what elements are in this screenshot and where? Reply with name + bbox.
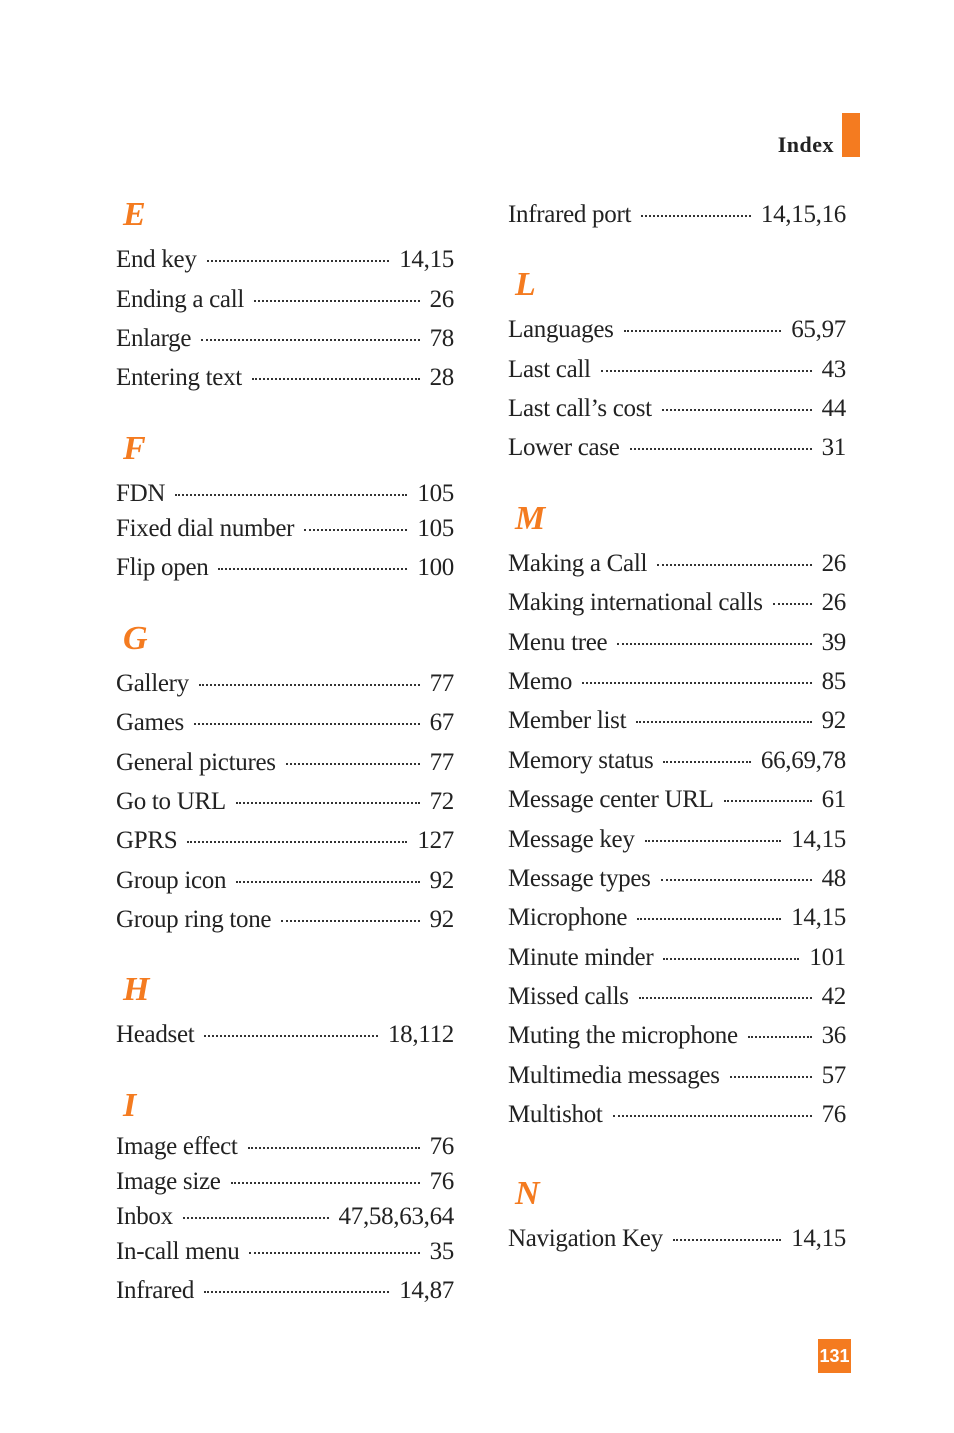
index-page-refs: 92 <box>429 867 454 894</box>
index-page-refs: 14,15 <box>791 904 846 931</box>
index-term: Message key <box>508 826 635 853</box>
index-entry <box>116 1167 454 1197</box>
index-page-refs: 105 <box>417 480 454 507</box>
dot-leader <box>661 879 812 881</box>
section-letter: G <box>123 620 148 657</box>
index-entry <box>116 324 454 354</box>
index-page-refs: 35 <box>429 1238 454 1265</box>
index-entry <box>508 1061 846 1091</box>
index-term: Lower case <box>508 434 620 461</box>
dot-leader <box>773 603 812 605</box>
index-term: Muting the microphone <box>508 1022 738 1049</box>
index-entry <box>116 787 454 817</box>
dot-leader <box>748 1036 812 1038</box>
index-entry <box>116 245 454 275</box>
dot-leader <box>183 1217 329 1219</box>
index-term: Multishot <box>508 1101 603 1128</box>
index-term: Image size <box>116 1168 221 1195</box>
index-entry <box>116 748 454 778</box>
index-entry <box>116 1237 454 1267</box>
dot-leader <box>641 215 751 217</box>
index-entry <box>116 514 454 544</box>
index-page-refs: 14,87 <box>399 1277 454 1304</box>
index-entry <box>116 1132 454 1162</box>
index-page-refs: 26 <box>821 550 846 577</box>
index-page-refs: 67 <box>429 709 454 736</box>
index-page-refs: 42 <box>821 983 846 1010</box>
index-page-refs: 31 <box>821 434 846 461</box>
index-term: In-call menu <box>116 1238 240 1265</box>
index-page-refs: 57 <box>821 1062 846 1089</box>
dot-leader <box>657 564 811 566</box>
index-entry <box>508 549 846 579</box>
index-term: Games <box>116 709 184 736</box>
index-page-refs: 72 <box>429 788 454 815</box>
index-page-refs: 36 <box>821 1022 846 1049</box>
dot-leader <box>601 370 812 372</box>
index-page-refs: 14,15 <box>791 1225 846 1252</box>
index-page-refs: 14,15 <box>791 826 846 853</box>
index-entry <box>116 285 454 315</box>
dot-leader <box>724 800 812 802</box>
index-entry <box>116 1202 454 1232</box>
index-entry <box>116 866 454 896</box>
index-entry <box>508 1224 846 1254</box>
index-page-refs: 48 <box>821 865 846 892</box>
index-page-refs: 100 <box>417 554 454 581</box>
dot-leader <box>207 260 390 262</box>
index-term: Infrared <box>116 1277 195 1304</box>
index-term: Flip open <box>116 554 209 581</box>
index-term: Inbox <box>116 1203 173 1230</box>
dot-leader <box>199 684 420 686</box>
index-page-refs: 76 <box>821 1101 846 1128</box>
index-entry <box>508 1100 846 1130</box>
index-term: Last call <box>508 356 591 383</box>
header-accent-bar <box>842 113 860 157</box>
index-page-refs: 101 <box>809 944 846 971</box>
index-term: Last call’s cost <box>508 395 652 422</box>
dot-leader <box>637 918 781 920</box>
page-number: 131 <box>818 1339 851 1373</box>
dot-leader <box>248 1147 420 1149</box>
index-page-refs: 44 <box>821 395 846 422</box>
index-page-refs: 39 <box>821 629 846 656</box>
section-letter: H <box>123 971 150 1008</box>
index-page-refs: 43 <box>821 356 846 383</box>
index-term: Go to URL <box>116 788 226 815</box>
index-entry <box>508 943 846 973</box>
index-entry <box>508 588 846 618</box>
index-page-refs: 77 <box>429 670 454 697</box>
dot-leader <box>201 339 419 341</box>
index-entry <box>116 826 454 856</box>
dot-leader <box>236 881 419 883</box>
index-term: Missed calls <box>508 983 629 1010</box>
index-page-refs: 76 <box>429 1133 454 1160</box>
dot-leader <box>617 643 811 645</box>
section-letter: M <box>515 500 546 537</box>
index-page-refs: 78 <box>429 325 454 352</box>
dot-leader <box>281 920 419 922</box>
index-entry <box>508 864 846 894</box>
index-entry <box>116 479 454 509</box>
index-entry <box>508 825 846 855</box>
index-term: Message types <box>508 865 651 892</box>
index-entry <box>508 433 846 463</box>
index-term: Memory status <box>508 747 654 774</box>
index-term: Message center URL <box>508 786 714 813</box>
index-page-refs: 61 <box>821 786 846 813</box>
index-entry <box>116 363 454 393</box>
dot-leader <box>662 409 812 411</box>
section-letter: E <box>123 196 146 233</box>
index-term: Making international calls <box>508 589 763 616</box>
dot-leader <box>730 1076 812 1078</box>
dot-leader <box>204 1291 389 1293</box>
index-entry <box>116 1020 454 1050</box>
dot-leader <box>218 568 407 570</box>
dot-leader <box>663 958 799 960</box>
index-term: Group ring tone <box>116 906 272 933</box>
index-term: Group icon <box>116 867 227 894</box>
dot-leader <box>204 1035 378 1037</box>
index-term: Fixed dial number <box>116 515 295 542</box>
index-term: Ending a call <box>116 286 244 313</box>
index-page-refs: 28 <box>429 364 454 391</box>
index-term: Entering text <box>116 364 242 391</box>
dot-leader <box>252 378 420 380</box>
index-term: Headset <box>116 1021 195 1048</box>
index-page-refs: 14,15 <box>399 246 454 273</box>
index-entry <box>508 706 846 736</box>
index-term: End key <box>116 246 197 273</box>
dot-leader <box>231 1182 420 1184</box>
dot-leader <box>636 721 811 723</box>
index-term: Gallery <box>116 670 189 697</box>
index-term: Memo <box>508 668 573 695</box>
dot-leader <box>187 841 407 843</box>
section-letter: N <box>515 1175 540 1212</box>
index-term: Languages <box>508 316 614 343</box>
index-term: Member list <box>508 707 627 734</box>
index-term: Enlarge <box>116 325 192 352</box>
section-letter: L <box>515 266 536 303</box>
dot-leader <box>582 682 812 684</box>
index-page-refs: 26 <box>429 286 454 313</box>
index-entry <box>508 667 846 697</box>
dot-leader <box>194 723 420 725</box>
index-page-refs: 77 <box>429 749 454 776</box>
dot-leader <box>304 529 407 531</box>
index-page-refs: 105 <box>417 515 454 542</box>
dot-leader <box>249 1252 419 1254</box>
index-entry <box>508 1021 846 1051</box>
index-entry <box>508 785 846 815</box>
index-term: Infrared port <box>508 201 632 228</box>
dot-leader <box>286 763 420 765</box>
index-entry <box>116 708 454 738</box>
index-term: Microphone <box>508 904 628 931</box>
index-page-refs: 14,15,16 <box>760 201 846 228</box>
index-term: Image effect <box>116 1133 238 1160</box>
index-term: FDN <box>116 480 166 507</box>
dot-leader <box>673 1239 781 1241</box>
index-entry <box>116 553 454 583</box>
index-entry <box>508 200 846 230</box>
dot-leader <box>175 494 407 496</box>
index-entry <box>508 315 846 345</box>
index-entry <box>116 1276 454 1306</box>
index-entry <box>508 628 846 658</box>
index-entry <box>508 746 846 776</box>
index-entry <box>508 394 846 424</box>
index-term: Minute minder <box>508 944 654 971</box>
index-page-refs: 65,97 <box>791 316 846 343</box>
index-term: Multimedia messages <box>508 1062 720 1089</box>
index-page-refs: 18,112 <box>387 1021 454 1048</box>
dot-leader <box>630 448 812 450</box>
dot-leader <box>613 1115 812 1117</box>
index-term: Menu tree <box>508 629 608 656</box>
index-entry <box>508 355 846 385</box>
index-term: Navigation Key <box>508 1225 663 1252</box>
index-page-refs: 92 <box>821 707 846 734</box>
index-entry <box>116 669 454 699</box>
index-page-refs: 66,69,78 <box>760 747 846 774</box>
index-page-refs: 85 <box>821 668 846 695</box>
dot-leader <box>624 330 782 332</box>
dot-leader <box>645 840 782 842</box>
dot-leader <box>254 300 420 302</box>
index-entry <box>116 905 454 935</box>
index-page-refs: 26 <box>821 589 846 616</box>
index-term: Making a Call <box>508 550 648 577</box>
index-entry <box>508 982 846 1012</box>
index-entry <box>508 903 846 933</box>
section-letter: I <box>123 1087 137 1124</box>
dot-leader <box>639 997 812 999</box>
index-page-refs: 76 <box>429 1168 454 1195</box>
index-page-refs: 92 <box>429 906 454 933</box>
index-page-refs: 47,58,63,64 <box>338 1203 454 1230</box>
page-header-title: Index <box>777 132 834 157</box>
dot-leader <box>236 802 420 804</box>
dot-leader <box>663 761 750 763</box>
index-term: General pictures <box>116 749 276 776</box>
index-term: GPRS <box>116 827 178 854</box>
section-letter: F <box>123 430 146 467</box>
index-page-refs: 127 <box>417 827 454 854</box>
